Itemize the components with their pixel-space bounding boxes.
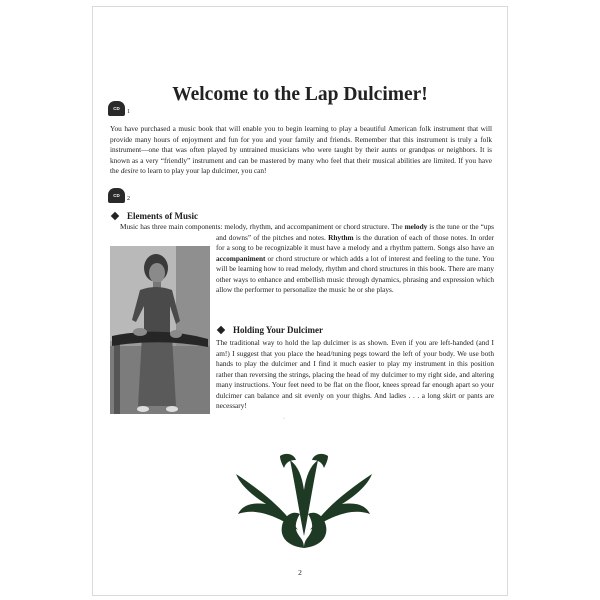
bullet-icon xyxy=(217,326,225,334)
elements-heading-text: Elements of Music xyxy=(127,211,198,221)
elements-text-4: or chord structure or which adds a lot of interest and feeling to the tune. You will be learning how to read melody, rhythm and chord structures in this book. There are many other ways to enhance and embellish music through dynamics, phrasing and expression which allow the performer to personalize the music he or she plays. xyxy=(216,253,494,294)
holding-heading xyxy=(216,325,323,335)
term-rhythm: Rhythm xyxy=(328,232,354,242)
elements-paragraph xyxy=(120,222,495,296)
cd-track-number: 2 xyxy=(127,196,130,202)
intro-text: You have purchased a music book that will enable you to begin learning to play a beautiful American folk instrument that will provide many hours of enjoyment and fun for you and your family and friends. Remember that this instrument is truly a folk instrument—one that was often played by untrained musicians who were taught by their aunts or grandpas or neighbors. It is known as a very “friendly” instrument and can be mastered by many who feel that their musical abilities are limited. If you have the xyxy=(110,124,492,175)
intro-paragraph xyxy=(110,124,492,177)
holding-paragraph: The traditional way to hold the lap dulcimer is as shown. Even if you are left-handed (and I am!) I suggest that you place the head/tuning pegs toward the left of your body. We use both hands to play the dulcimer and I find it much easier to play my instrument in this position rather than reversing the strings, placing the head of my dulcimer to my right side, and altering many instructions. Your feet need to be flat on the floor, knees spread far enough apart so your dulcimer can balance and sit evenly on your thighs. And ladies . . . a long skirt or pants are necessary! xyxy=(216,338,494,410)
cd-track-1 xyxy=(108,101,130,116)
dulcimer-player-image xyxy=(110,246,210,414)
dulcimer-photo xyxy=(110,246,210,414)
cd-track-icon: CD xyxy=(108,101,125,116)
page-title: Welcome to the Lap Dulcimer! xyxy=(172,84,428,105)
elements-text-3: is the duration of each of those notes. In order for a song to be recognizable it must have a melody and a rhythm pattern. Songs also have an xyxy=(216,232,494,252)
elements-heading xyxy=(110,211,198,221)
intro-emphasis: desire xyxy=(120,166,139,175)
elements-text-1: Music has three main components: melody, rhythm, and accompaniment or chord structure. The xyxy=(120,222,403,231)
elements-text-2: is the tune or the “ups and downs” of the pitches and notes. xyxy=(216,222,495,242)
cd-track-icon: CD xyxy=(108,188,125,203)
fleuron-ornament-icon xyxy=(230,450,378,554)
holding-heading-text: Holding Your Dulcimer xyxy=(233,325,324,335)
cd-track-number: 1 xyxy=(127,109,130,115)
page-number: 2 xyxy=(298,568,302,577)
bullet-icon xyxy=(111,212,119,220)
intro-text-end: to learn to play your lap dulcimer, you can! xyxy=(140,166,267,175)
term-melody: melody xyxy=(404,222,428,231)
speck: · xyxy=(283,416,285,422)
cd-track-2 xyxy=(108,188,130,203)
term-accompaniment: accompaniment xyxy=(216,253,266,263)
